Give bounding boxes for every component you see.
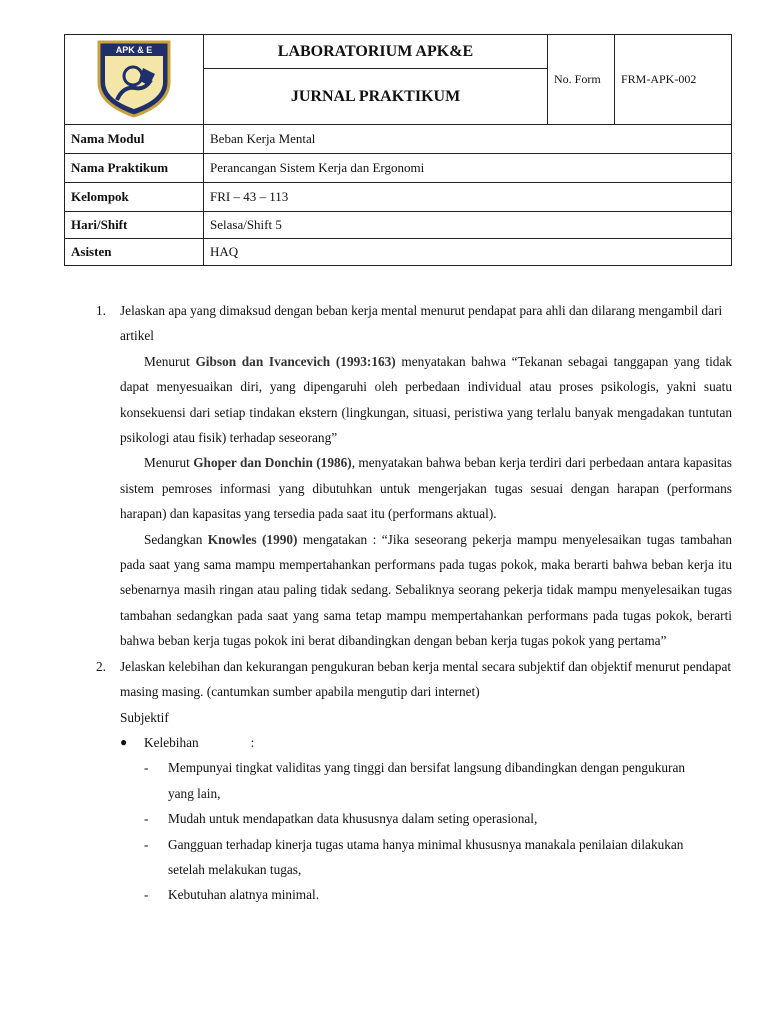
list-item	[96, 806, 732, 831]
list-item-text: Mudah untuk mendapatkan data khususnya dalam seting operasional,	[168, 811, 538, 827]
list-item	[96, 755, 732, 806]
info-label: Asisten	[65, 239, 204, 266]
answer-paragraph	[96, 527, 732, 654]
list-item-text: Gangguan terhadap kinerja tugas utama hanya minimal khususnya manakala penilaian dilakukan setelah melakukan tugas,	[168, 836, 684, 877]
question-1	[96, 298, 732, 349]
question-number: 2.	[96, 658, 106, 674]
list-item	[96, 832, 732, 883]
bullet-label: Kelebihan	[144, 734, 199, 750]
bullet-icon: ●	[120, 734, 128, 749]
text-span: Sedangkan	[144, 531, 208, 547]
cited-author: Ghoper dan Donchin (1986)	[193, 455, 352, 471]
info-value: Beban Kerja Mental	[204, 125, 732, 154]
info-value: Perancangan Sistem Kerja dan Ergonomi	[204, 154, 732, 183]
header-table	[64, 34, 732, 266]
bullet-item	[96, 730, 732, 755]
text-span: , menyatakan bahwa beban kerja terdiri dari perbedaan antara kapasitas sistem pemroses informasi yang dibutuhkan untuk mengerjakan tugas sesuai dengan harapan (performans harapan) dan kapasitas yang tersedia pada saat itu (performans aktual).	[120, 455, 732, 522]
info-label: Nama Praktikum	[65, 154, 204, 183]
info-value: Selasa/Shift 5	[204, 212, 732, 239]
info-row-group	[65, 183, 732, 212]
form-number-value: FRM-APK-002	[615, 35, 732, 125]
list-item	[96, 882, 732, 907]
dash-icon: -	[144, 887, 149, 903]
dash-icon: -	[144, 811, 149, 827]
cited-author: Gibson dan Ivancevich (1993:163)	[195, 353, 396, 369]
info-row-day-shift	[65, 212, 732, 239]
list-item-text: Mempunyai tingkat validitas yang tinggi dan bersifat langsung dibandingkan dengan pengukuran yang lain,	[168, 760, 685, 801]
info-row-practicum	[65, 154, 732, 183]
text-span: Menurut	[144, 455, 194, 471]
answer-paragraph	[96, 349, 732, 451]
info-value: HAQ	[204, 239, 732, 266]
info-label: Kelompok	[65, 183, 204, 212]
bullet-colon: :	[250, 734, 255, 750]
question-text: Jelaskan apa yang dimaksud dengan beban kerja mental menurut pendapat para ahli dan dilarang mengambil dari artikel	[120, 303, 723, 344]
journal-content	[96, 298, 732, 908]
document-title: JURNAL PRAKTIKUM	[204, 69, 548, 125]
dash-icon: -	[144, 836, 149, 852]
question-text: Jelaskan kelebihan dan kekurangan pengukuran beban kerja mental secara subjektif dan objektif menurut pendapat masing masing. (cantumkan sumber apabila mengutip dari internet)	[120, 658, 732, 700]
text-span: mengatakan : “Jika seseorang pekerja mampu menyelesaikan tugas tambahan pada saat yang sama mampu mempertahankan performans pada tugas pokok, maka berarti bahwa beban kerja itu sebenarnya masih ringan atau paling tidak sedang. Sebaliknya seorang pekerja tidak mampu menyelesaikan tugas tambahan sedangkan pada saat yang sama tetap mampu mempertahankan performans pada tugas pokok, berarti bahwa beban kerja tugas pokok ini berat dibandingkan dengan beban kerja tugas pokok yang pertama”	[120, 531, 732, 649]
text-span: Menurut	[144, 353, 196, 369]
subheading: Subjektif	[120, 709, 169, 725]
list-item-text: Kebutuhan alatnya minimal.	[168, 887, 320, 903]
question-2	[96, 654, 732, 705]
dash-icon: -	[144, 760, 149, 776]
answer-paragraph	[96, 450, 732, 526]
info-label: Hari/Shift	[65, 212, 204, 239]
question-number: 1.	[96, 303, 106, 318]
info-row-module	[65, 125, 732, 154]
info-value: FRI – 43 – 113	[204, 183, 732, 212]
text-span: menyatakan bahwa “Tekanan sebagai tanggapan yang tidak dapat menyesuaikan diri, yang dipengaruhi oleh perbedaan individual atau proses psikologis, yakni suatu konsekuensi dari setiap tindakan ekstern (lingkungan, situasi, peristiwa yang terlalu banyak mengadakan tuntutan psikologi atau fisik) terhadap seseorang”	[120, 353, 733, 446]
cited-author: Knowles (1990)	[207, 531, 298, 547]
info-row-assistant	[65, 239, 732, 266]
lab-title: LABORATORIUM APK&E	[204, 35, 548, 69]
logo-text: APK & E	[115, 44, 153, 55]
logo-cell	[65, 35, 204, 125]
lab-logo	[95, 38, 173, 118]
form-number-label: No. Form	[548, 35, 615, 125]
info-label: Nama Modul	[65, 125, 204, 154]
